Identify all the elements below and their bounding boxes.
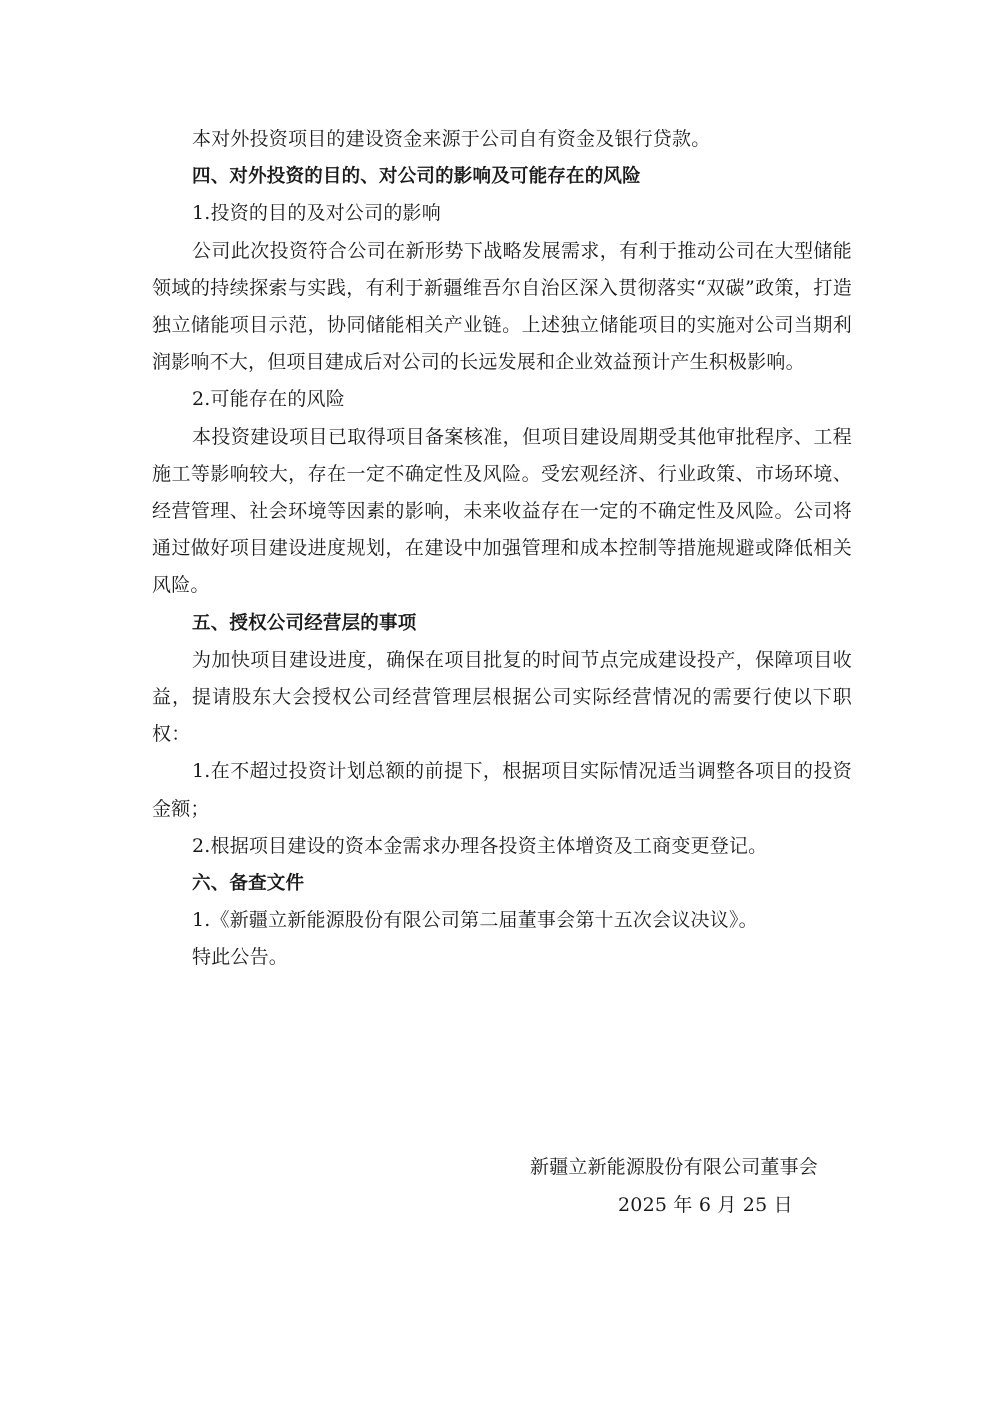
signature-date: 2025 年 6 月 25 日 [618, 1194, 793, 1216]
authorization-item-1: 1.在不超过投资计划总额的前提下，根据项目实际情况适当调整各项目的投资金额； [152, 760, 852, 820]
paragraph-investment-purpose: 公司此次投资符合公司在新形势下战略发展需求，有利于推动公司在大型储能领域的持续探索与实践，有利于新疆维吾尔自治区深入贯彻落实“双碳”政策，打造独立储能项目示范，协同储能相关产业链。上述独立储能项目的实施对公司当期利润影响不大，但项目建成后对公司的长远发展和企业效益预计产生积极影响。 [152, 239, 852, 374]
signature-organization: 新疆立新能源股份有限公司董事会 [530, 1156, 819, 1178]
paragraph-funding-source: 本对外投资项目的建设资金来源于公司自有资金及银行贷款。 [192, 128, 711, 150]
signature-block [530, 1148, 850, 1224]
section-heading-5: 五、授权公司经营层的事项 [192, 612, 417, 634]
authorization-item-2: 2.根据项目建设的资本金需求办理各投资主体增资及工商变更登记。 [192, 834, 768, 857]
document-body [152, 121, 852, 977]
subheading-investment-purpose: 1.投资的目的及对公司的影响 [192, 202, 441, 225]
section-heading-6: 六、备查文件 [192, 873, 305, 895]
reference-document-item: 1.《新疆立新能源股份有限公司第二届董事会第十五次会议决议》。 [192, 909, 758, 932]
paragraph-authorization: 为加快项目建设进度，确保在项目批复的时间节点完成建设投产，保障项目收益，提请股东大会授权公司经营管理层根据公司实际经营情况的需要行使以下职权： [152, 648, 852, 746]
section-heading-4: 四、对外投资的目的、对公司的影响及可能存在的风险 [192, 166, 641, 188]
closing-statement: 特此公告。 [192, 946, 289, 969]
paragraph-possible-risks: 本投资建设项目已取得项目备案核准，但项目建设周期受其他审批程序、工程施工等影响较大，存在一定不确定性及风险。受宏观经济、行业政策、市场环境、经营管理、社会环境等因素的影响，未来收益存在一定的不确定性及风险。公司将通过做好项目建设进度规划，在建设中加强管理和成本控制等措施规避或降低相关风险。 [152, 425, 852, 597]
subheading-possible-risks: 2.可能存在的风险 [192, 388, 345, 411]
